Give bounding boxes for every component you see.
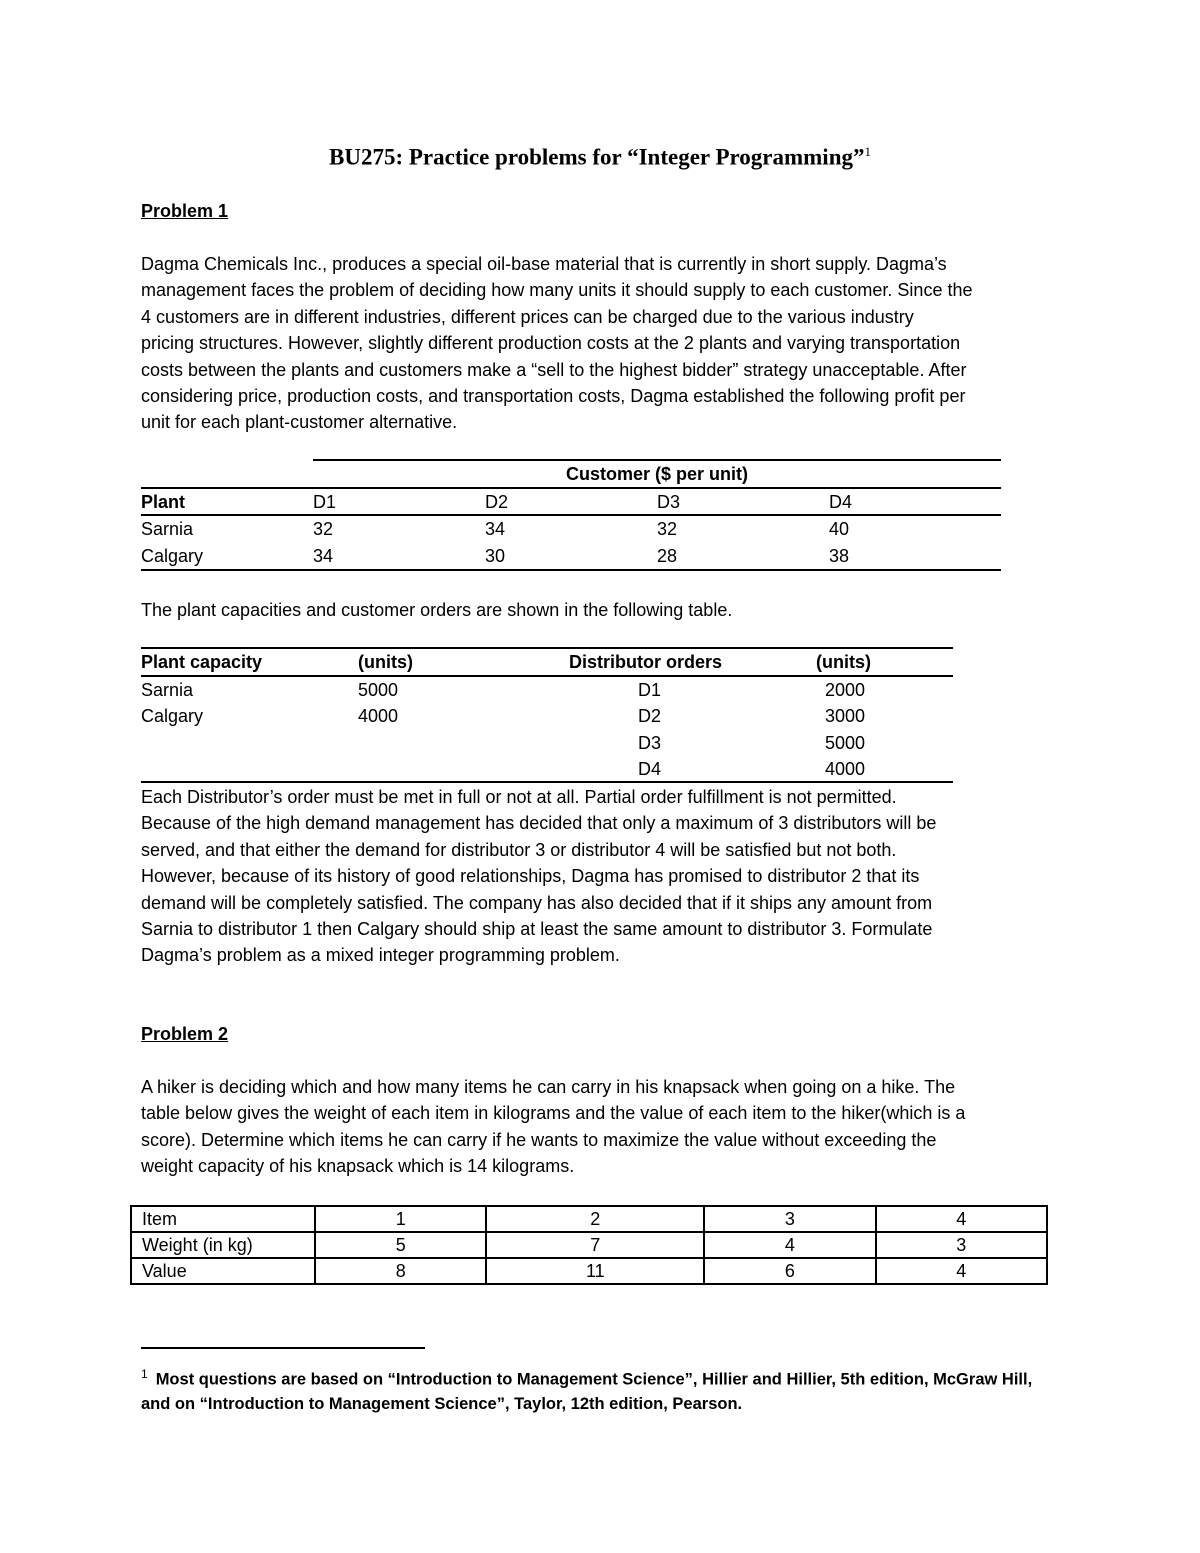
table-rule: [141, 647, 953, 649]
column-header-d2: D2: [485, 492, 509, 512]
distributor-units: 5000: [825, 733, 866, 753]
customer-group-header: Customer ($ per unit): [565, 464, 748, 484]
table-cell: 28: [657, 546, 678, 566]
footnote-line: and on “Introduction to Management Science”, Taylor, 12th edition, Pearson.: [141, 1394, 743, 1413]
problem-1-constraints: [141, 784, 1061, 969]
text-line: 4 customers are in different industries, different prices can be charged due to the various industry: [141, 306, 914, 327]
table-cell: 4: [704, 1232, 875, 1258]
column-header-d4: D4: [829, 492, 853, 512]
text-line: A hiker is deciding which and how many items he can carry in his knapsack when going on a hike. The: [141, 1077, 956, 1097]
distributor-name: D1: [638, 680, 662, 700]
page-title: [0, 144, 1200, 171]
problem-2-heading: Problem 2: [141, 1024, 229, 1044]
table-rule: [141, 781, 953, 783]
table-rule: [141, 487, 1001, 489]
text-line: unit for each plant-customer alternative.: [141, 412, 458, 433]
footnote-divider: [141, 1347, 425, 1349]
text-line: served, and that either the demand for distributor 3 or distributor 4 will be satisfied but not both.: [141, 839, 897, 860]
table-cell: 3: [876, 1232, 1047, 1258]
row-label-item: Item: [131, 1206, 315, 1232]
text-line: management faces the problem of deciding how many units it should supply to each customer. Since the: [141, 280, 973, 301]
plant-name: Calgary: [141, 706, 204, 726]
text-line: demand will be completely satisfied. The company has also decided that if it ships any amount from: [141, 892, 933, 913]
capacity-intro: [141, 597, 1061, 623]
profit-table: [141, 459, 1001, 571]
distributor-units: 4000: [825, 759, 866, 779]
table-cell: 4: [876, 1258, 1047, 1284]
table-cell: 32: [657, 519, 678, 539]
problem-1-heading: Problem 1: [141, 201, 229, 221]
text-line: Dagma’s problem as a mixed integer programming problem.: [141, 945, 620, 966]
row-label-weight: Weight (in kg): [131, 1232, 315, 1258]
footnote: [141, 1362, 1071, 1416]
text-line: Each Distributor’s order must be met in full or not at all. Partial order fulfillment is not permitted.: [141, 787, 897, 807]
table-cell: 30: [485, 546, 506, 566]
plant-units: 5000: [358, 680, 399, 700]
footnote-mark: 1: [141, 1367, 148, 1381]
row-label-calgary: Calgary: [141, 546, 204, 566]
footnote-text: Most questions are based on “Introduction to Management Science”, Hillier and Hillier, 5th edition, McGraw Hill,: [155, 1370, 1033, 1389]
table-cell: 4: [876, 1206, 1047, 1232]
problem-1-intro: [141, 251, 1061, 436]
item-table: [130, 1205, 1048, 1285]
text-line: Sarnia to distributor 1 then Calgary should ship at least the same amount to distributor 3. Formulate: [141, 918, 933, 939]
table-row: [131, 1232, 1047, 1258]
plant-column-header: Plant: [141, 492, 186, 512]
table-rule: [141, 514, 1001, 516]
column-header-d3: D3: [657, 492, 681, 512]
table-cell: 6: [704, 1258, 875, 1284]
row-label-value: Value: [131, 1258, 315, 1284]
table-cell: 2: [486, 1206, 704, 1232]
problem-2-intro: [141, 1074, 1061, 1180]
table-row: [131, 1206, 1047, 1232]
text-line: table below gives the weight of each item in kilograms and the value of each item to the hiker(which is a: [141, 1103, 966, 1124]
table-row: [131, 1258, 1047, 1284]
header-plant-capacity: Plant capacity: [141, 652, 263, 672]
title-text: BU275: Practice problems for “Integer Programming”: [329, 144, 865, 170]
plant-name: Sarnia: [141, 680, 194, 700]
table-cell: 3: [704, 1206, 875, 1232]
distributor-name: D3: [638, 733, 662, 753]
table-rule: [141, 569, 1001, 571]
distributor-name: D4: [638, 759, 662, 779]
table-cell: 5: [315, 1232, 486, 1258]
table-cell: 7: [486, 1232, 704, 1258]
text-line: considering price, production costs, and transportation costs, Dagma established the following profit per: [141, 385, 966, 406]
table-cell: 34: [485, 519, 506, 539]
text-line: Dagma Chemicals Inc., produces a special oil-base material that is currently in short supply. Dagma’s: [141, 254, 947, 274]
distributor-name: D2: [638, 706, 662, 726]
table-cell: 8: [315, 1258, 486, 1284]
footnote-line: [141, 1362, 1071, 1392]
text-line: However, because of its history of good relationships, Dagma has promised to distributor 2 that its: [141, 866, 920, 887]
table-rule: [141, 675, 953, 677]
row-label-sarnia: Sarnia: [141, 519, 194, 539]
plant-units: 4000: [358, 706, 399, 726]
table-rule: [313, 459, 1001, 461]
table-cell: 32: [313, 519, 334, 539]
table-cell: 1: [315, 1206, 486, 1232]
table-cell: 40: [829, 519, 850, 539]
header-plant-units: (units): [358, 652, 413, 672]
table-cell: 11: [486, 1258, 704, 1284]
text-line: Because of the high demand management has decided that only a maximum of 3 distributors will be: [141, 813, 937, 834]
table-cell: 38: [829, 546, 850, 566]
distributor-units: 2000: [825, 680, 866, 700]
text-line: weight capacity of his knapsack which is 14 kilograms.: [141, 1156, 575, 1177]
title-footnote-mark: 1: [864, 144, 871, 159]
text-line: The plant capacities and customer orders are shown in the following table.: [141, 600, 733, 620]
text-line: pricing structures. However, slightly different production costs at the 2 plants and varying transportation: [141, 333, 961, 354]
column-header-d1: D1: [313, 492, 337, 512]
capacity-table: [141, 646, 953, 786]
distributor-units: 3000: [825, 706, 866, 726]
header-distributor-units: (units): [816, 652, 871, 672]
table-cell: 34: [313, 546, 334, 566]
text-line: costs between the plants and customers make a “sell to the highest bidder” strategy unacceptable. After: [141, 359, 967, 380]
text-line: score). Determine which items he can carry if he wants to maximize the value without exceeding the: [141, 1129, 937, 1150]
header-distributor-orders: Distributor orders: [569, 652, 723, 672]
